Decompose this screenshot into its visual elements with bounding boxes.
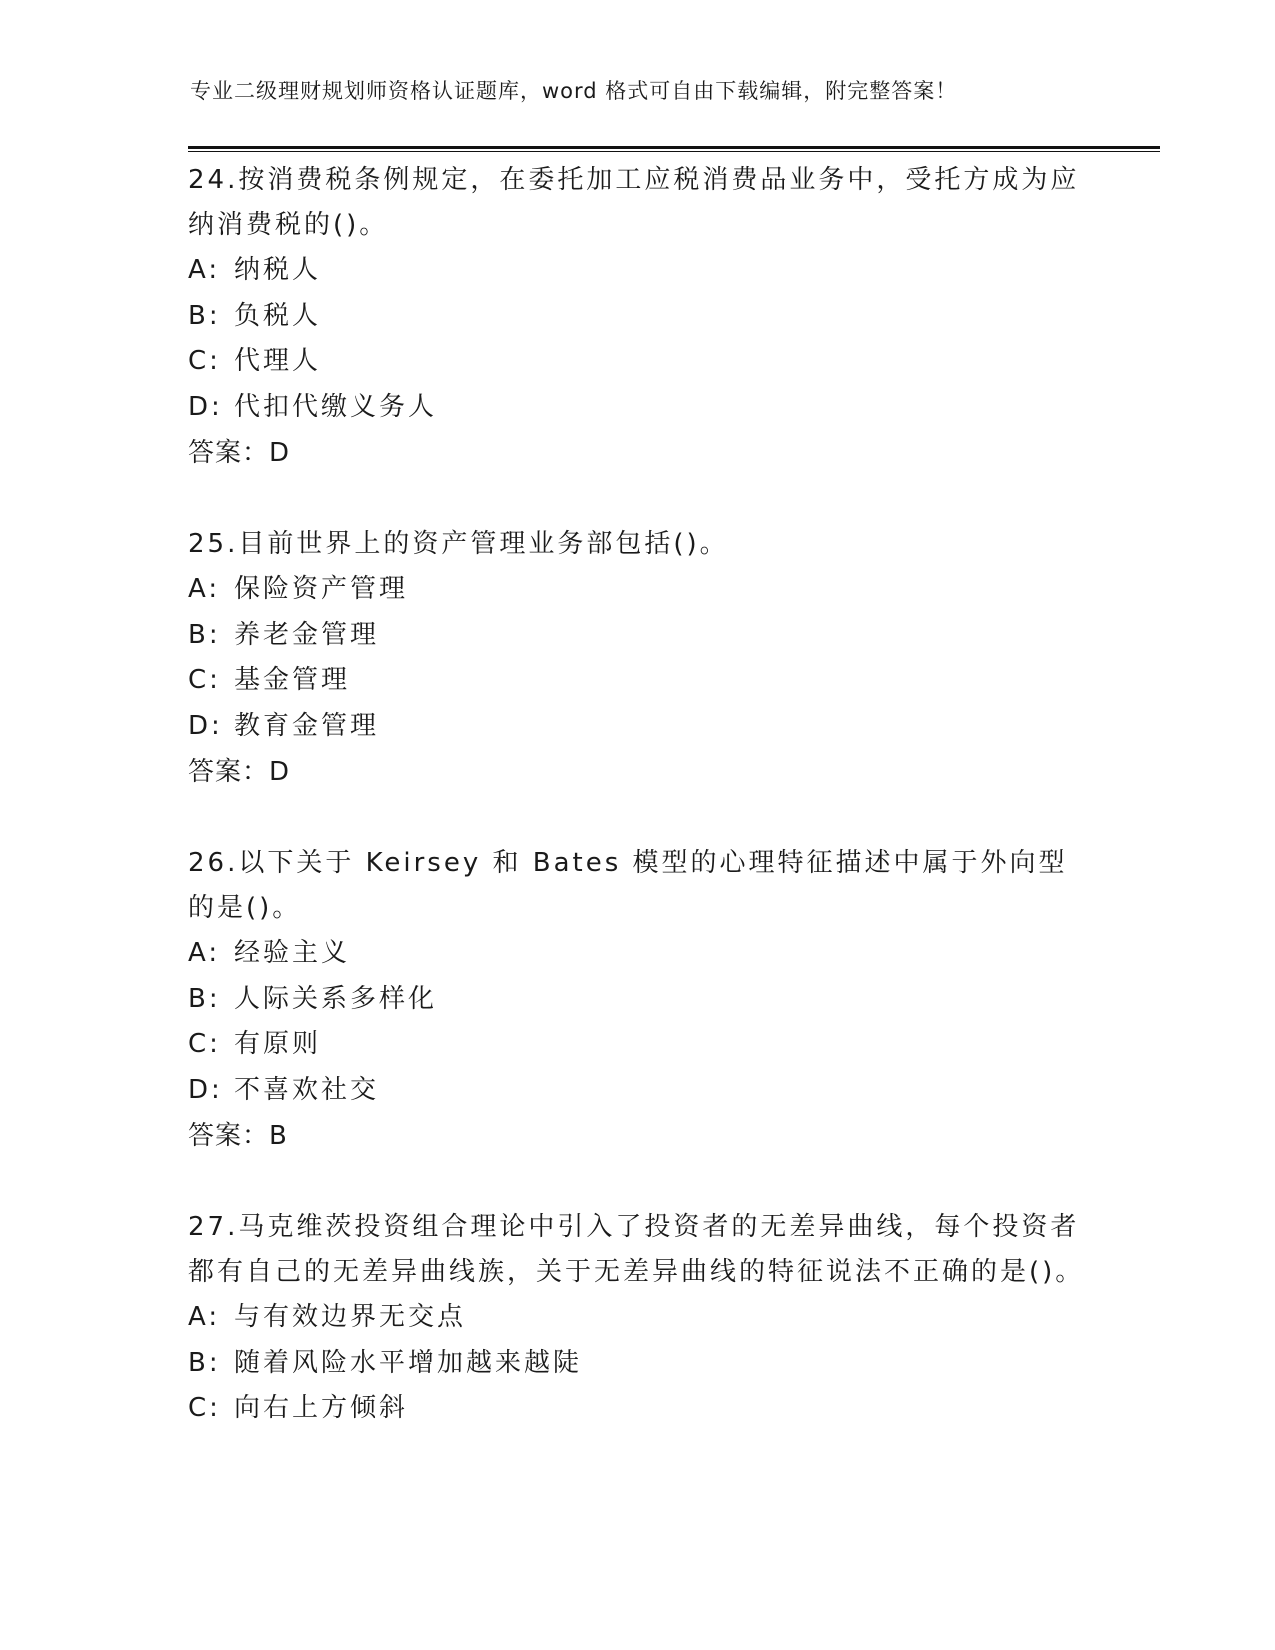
option-key: A: <box>188 574 221 604</box>
option-b <box>188 1341 1088 1387</box>
answer-line: 答案：D <box>188 757 291 787</box>
option-c <box>188 1022 1088 1068</box>
option-d <box>188 1068 1088 1114</box>
header-divider-thin <box>188 151 1160 152</box>
option-a <box>188 248 1088 294</box>
option-d <box>188 704 1088 750</box>
option-b <box>188 294 1088 340</box>
option-text: 代理人 <box>234 346 322 376</box>
option-key: B: <box>188 300 221 331</box>
option-text: 有原则 <box>234 1029 322 1059</box>
option-text: 纳税人 <box>234 255 322 285</box>
option-b <box>188 613 1088 659</box>
option-c <box>188 1386 1088 1432</box>
option-key: C: <box>188 665 221 695</box>
question-25 <box>188 522 1088 795</box>
option-key: D: <box>188 391 223 422</box>
option-c <box>188 339 1088 385</box>
option-key: B: <box>188 1347 221 1378</box>
option-key: C: <box>188 346 221 376</box>
option-text: 负税人 <box>234 300 322 331</box>
option-text: 经验主义 <box>234 938 351 968</box>
option-key: A: <box>188 255 221 285</box>
answer-line: 答案：D <box>188 438 291 468</box>
option-c <box>188 658 1088 704</box>
question-stem: 26.以下关于 Keirsey 和 Bates 模型的心理特征描述中属于外向型的是()。 <box>188 848 1068 923</box>
option-d <box>188 385 1088 431</box>
option-key: A: <box>188 1302 221 1332</box>
option-text: 与有效边界无交点 <box>234 1302 467 1332</box>
option-text: 基金管理 <box>234 665 351 695</box>
question-stem: 27.马克维茨投资组合理论中引入了投资者的无差异曲线，每个投资者都有自己的无差异曲线族，关于无差异曲线的特征说法不正确的是()。 <box>188 1212 1085 1287</box>
option-text: 向右上方倾斜 <box>234 1393 409 1423</box>
question-stem: 25.目前世界上的资产管理业务部包括()。 <box>188 529 729 559</box>
option-text: 不喜欢社交 <box>234 1074 380 1105</box>
answer-line: 答案：B <box>188 1121 288 1151</box>
page-header: 专业二级理财规划师资格认证题库，word 格式可自由下载编辑，附完整答案！ <box>190 79 958 103</box>
option-key: C: <box>188 1029 221 1059</box>
option-text: 教育金管理 <box>234 710 380 741</box>
option-a <box>188 1295 1088 1341</box>
option-text: 代扣代缴义务人 <box>234 391 438 422</box>
option-b <box>188 977 1088 1023</box>
option-a <box>188 567 1088 613</box>
option-key: B: <box>188 619 221 650</box>
question-26 <box>188 841 1088 1159</box>
question-stem: 24.按消费税条例规定，在委托加工应税消费品业务中，受托方成为应纳消费税的()。 <box>188 165 1080 240</box>
question-24 <box>188 158 1088 476</box>
question-27 <box>188 1205 1088 1432</box>
option-key: D: <box>188 710 223 741</box>
option-key: B: <box>188 983 221 1014</box>
option-a <box>188 931 1088 977</box>
question-list <box>188 158 1088 1478</box>
option-key: D: <box>188 1074 223 1105</box>
option-key: A: <box>188 938 221 968</box>
option-text: 随着风险水平增加越来越陡 <box>234 1347 583 1378</box>
option-text: 养老金管理 <box>234 619 380 650</box>
option-key: C: <box>188 1393 221 1423</box>
option-text: 保险资产管理 <box>234 574 409 604</box>
header-divider-thick <box>188 146 1160 149</box>
option-text: 人际关系多样化 <box>234 983 438 1014</box>
